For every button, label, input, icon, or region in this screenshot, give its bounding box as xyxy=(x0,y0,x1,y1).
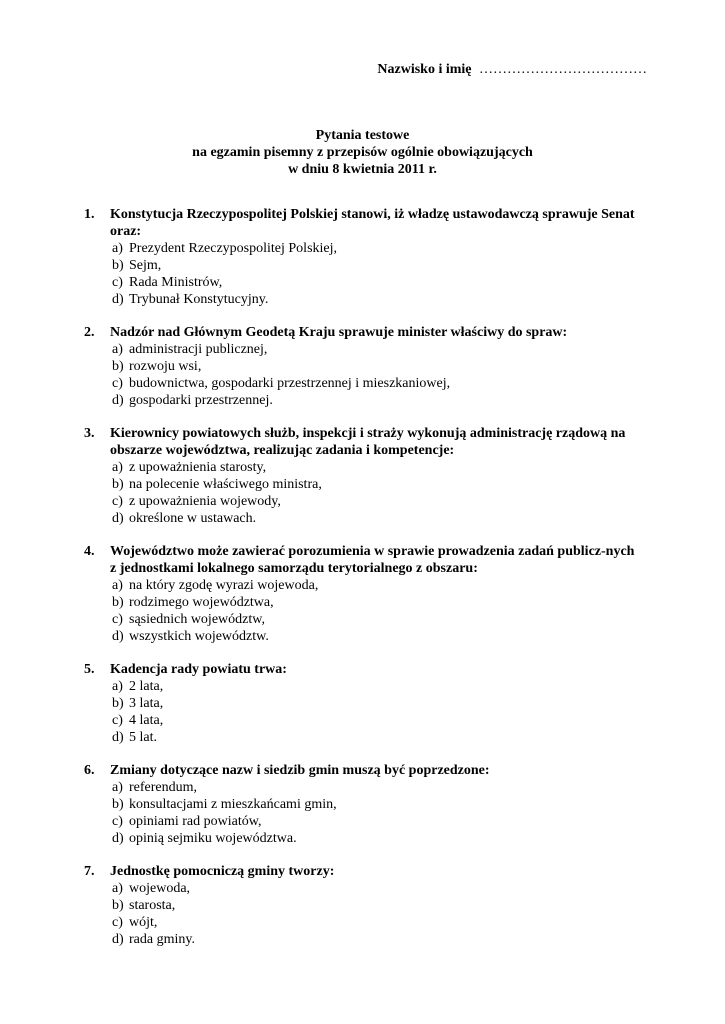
answer-letter: a) xyxy=(112,342,123,357)
answer-option xyxy=(112,274,644,291)
question-text: Kadencja rady powiatu trwa: xyxy=(110,662,287,677)
answer-letter: b) xyxy=(112,359,124,374)
answer-letter: d) xyxy=(112,932,124,947)
document-header xyxy=(0,127,725,178)
answer-list xyxy=(112,779,644,847)
question-heading xyxy=(84,543,644,577)
answer-option xyxy=(112,459,644,476)
header-date: w dniu 8 kwietnia 2011 r. xyxy=(288,162,437,177)
answer-list xyxy=(112,880,644,948)
answer-option xyxy=(112,358,644,375)
question-number: 6. xyxy=(84,763,95,778)
answer-option xyxy=(112,712,644,729)
question-heading xyxy=(84,206,644,240)
answer-text: na który zgodę wyrazi wojewoda, xyxy=(129,578,319,593)
answer-letter: d) xyxy=(112,292,124,307)
answer-option xyxy=(112,291,644,308)
answer-text: starosta, xyxy=(129,898,176,913)
answer-list xyxy=(112,240,644,308)
answer-letter: a) xyxy=(112,578,123,593)
question-text: Zmiany dotyczące nazw i siedzib gmin muszą być poprzedzone: xyxy=(110,763,490,778)
answer-letter: c) xyxy=(112,494,123,509)
question-number: 2. xyxy=(84,325,95,340)
answer-text: 4 lata, xyxy=(129,713,164,728)
answer-letter: b) xyxy=(112,696,124,711)
answer-letter: d) xyxy=(112,511,124,526)
question-number: 4. xyxy=(84,544,95,559)
question-7 xyxy=(84,863,644,948)
answer-letter: b) xyxy=(112,898,124,913)
answer-text: referendum, xyxy=(129,780,198,795)
answer-letter: b) xyxy=(112,595,124,610)
answer-text: wszystkich województw. xyxy=(129,629,269,644)
answer-text: budownictwa, gospodarki przestrzennej i mieszkaniowej, xyxy=(129,376,451,391)
answer-option xyxy=(112,392,644,409)
header-title: Pytania testowe xyxy=(315,128,410,143)
question-6 xyxy=(84,762,644,847)
name-field xyxy=(377,62,647,78)
answer-letter: c) xyxy=(112,612,123,627)
answer-option xyxy=(112,914,644,931)
answer-letter: c) xyxy=(112,275,123,290)
question-number: 7. xyxy=(84,864,95,879)
answer-option xyxy=(112,813,644,830)
answer-option xyxy=(112,678,644,695)
answer-text: 5 lat. xyxy=(129,730,157,745)
answer-letter: a) xyxy=(112,679,123,694)
answer-option xyxy=(112,375,644,392)
answer-option xyxy=(112,729,644,746)
answer-letter: d) xyxy=(112,393,124,408)
answer-option xyxy=(112,830,644,847)
answer-option xyxy=(112,880,644,897)
name-field-dots: ……………………………… xyxy=(479,62,647,77)
answer-letter: b) xyxy=(112,797,124,812)
answer-letter: d) xyxy=(112,831,124,846)
answer-text: sąsiednich województw, xyxy=(129,612,265,627)
answer-text: opinią sejmiku województwa. xyxy=(129,831,297,846)
answer-text: Prezydent Rzeczypospolitej Polskiej, xyxy=(129,241,338,256)
answer-option xyxy=(112,695,644,712)
question-1 xyxy=(84,206,644,308)
name-field-label: Nazwisko i imię xyxy=(377,62,472,77)
answer-option xyxy=(112,628,644,645)
question-text: Konstytucja Rzeczypospolitej Polskiej stanowi, iż władzę ustawodawczą sprawuje Senat oraz: xyxy=(110,207,635,239)
answer-text: Trybunał Konstytucyjny. xyxy=(129,292,269,307)
answer-letter: b) xyxy=(112,258,124,273)
answer-option xyxy=(112,897,644,914)
answer-letter: d) xyxy=(112,730,124,745)
answer-letter: b) xyxy=(112,477,124,492)
answer-text: rozwoju wsi, xyxy=(129,359,202,374)
question-heading xyxy=(84,661,644,678)
answer-text: na polecenie właściwego ministra, xyxy=(129,477,322,492)
header-subtitle: na egzamin pisemny z przepisów ogólnie obowiązujących xyxy=(192,145,533,160)
answer-text: 2 lata, xyxy=(129,679,164,694)
question-heading xyxy=(84,324,644,341)
answer-list xyxy=(112,341,644,409)
answer-option xyxy=(112,931,644,948)
answer-option xyxy=(112,611,644,628)
question-heading xyxy=(84,425,644,459)
answer-letter: d) xyxy=(112,629,124,644)
question-text: Kierownicy powiatowych służb, inspekcji i straży wykonują administrację rządową na obszarze województwa, realizując zadania i kompetencje: xyxy=(110,426,626,458)
question-heading xyxy=(84,863,644,880)
answer-text: wójt, xyxy=(129,915,158,930)
answer-option xyxy=(112,493,644,510)
answer-option xyxy=(112,594,644,611)
answer-text: określone w ustawach. xyxy=(129,511,257,526)
answer-option xyxy=(112,779,644,796)
answer-option xyxy=(112,510,644,527)
question-number: 5. xyxy=(84,662,95,677)
question-text: Województwo może zawierać porozumienia w sprawie prowadzenia zadań publicz-nych z jednostkami lokalnego samorządu terytorialnego z obszaru: xyxy=(110,544,635,576)
question-text: Jednostkę pomocniczą gminy tworzy: xyxy=(110,864,335,879)
answer-text: opiniami rad powiatów, xyxy=(129,814,262,829)
answer-letter: a) xyxy=(112,780,123,795)
answer-letter: c) xyxy=(112,376,123,391)
question-number: 1. xyxy=(84,207,95,222)
answer-letter: c) xyxy=(112,814,123,829)
answer-text: rodzimego województwa, xyxy=(129,595,274,610)
answer-text: 3 lata, xyxy=(129,696,164,711)
answer-letter: c) xyxy=(112,713,123,728)
question-list xyxy=(84,206,644,964)
question-2 xyxy=(84,324,644,409)
question-3 xyxy=(84,425,644,527)
question-5 xyxy=(84,661,644,746)
answer-text: z upoważnienia wojewody, xyxy=(129,494,281,509)
answer-option xyxy=(112,796,644,813)
answer-text: konsultacjami z mieszkańcami gmin, xyxy=(129,797,337,812)
answer-list xyxy=(112,459,644,527)
answer-letter: a) xyxy=(112,881,123,896)
answer-list xyxy=(112,577,644,645)
answer-list xyxy=(112,678,644,746)
answer-option xyxy=(112,257,644,274)
answer-letter: a) xyxy=(112,460,123,475)
answer-option xyxy=(112,341,644,358)
answer-letter: c) xyxy=(112,915,123,930)
answer-text: rada gminy. xyxy=(129,932,195,947)
answer-text: wojewoda, xyxy=(129,881,191,896)
answer-text: gospodarki przestrzennej. xyxy=(129,393,273,408)
question-4 xyxy=(84,543,644,645)
question-heading xyxy=(84,762,644,779)
answer-text: administracji publicznej, xyxy=(129,342,268,357)
answer-text: z upoważnienia starosty, xyxy=(129,460,267,475)
answer-text: Rada Ministrów, xyxy=(129,275,223,290)
answer-text: Sejm, xyxy=(129,258,162,273)
question-text: Nadzór nad Głównym Geodetą Kraju sprawuje minister właściwy do spraw: xyxy=(110,325,568,340)
answer-letter: a) xyxy=(112,241,123,256)
question-number: 3. xyxy=(84,426,95,441)
answer-option xyxy=(112,476,644,493)
answer-option xyxy=(112,577,644,594)
answer-option xyxy=(112,240,644,257)
